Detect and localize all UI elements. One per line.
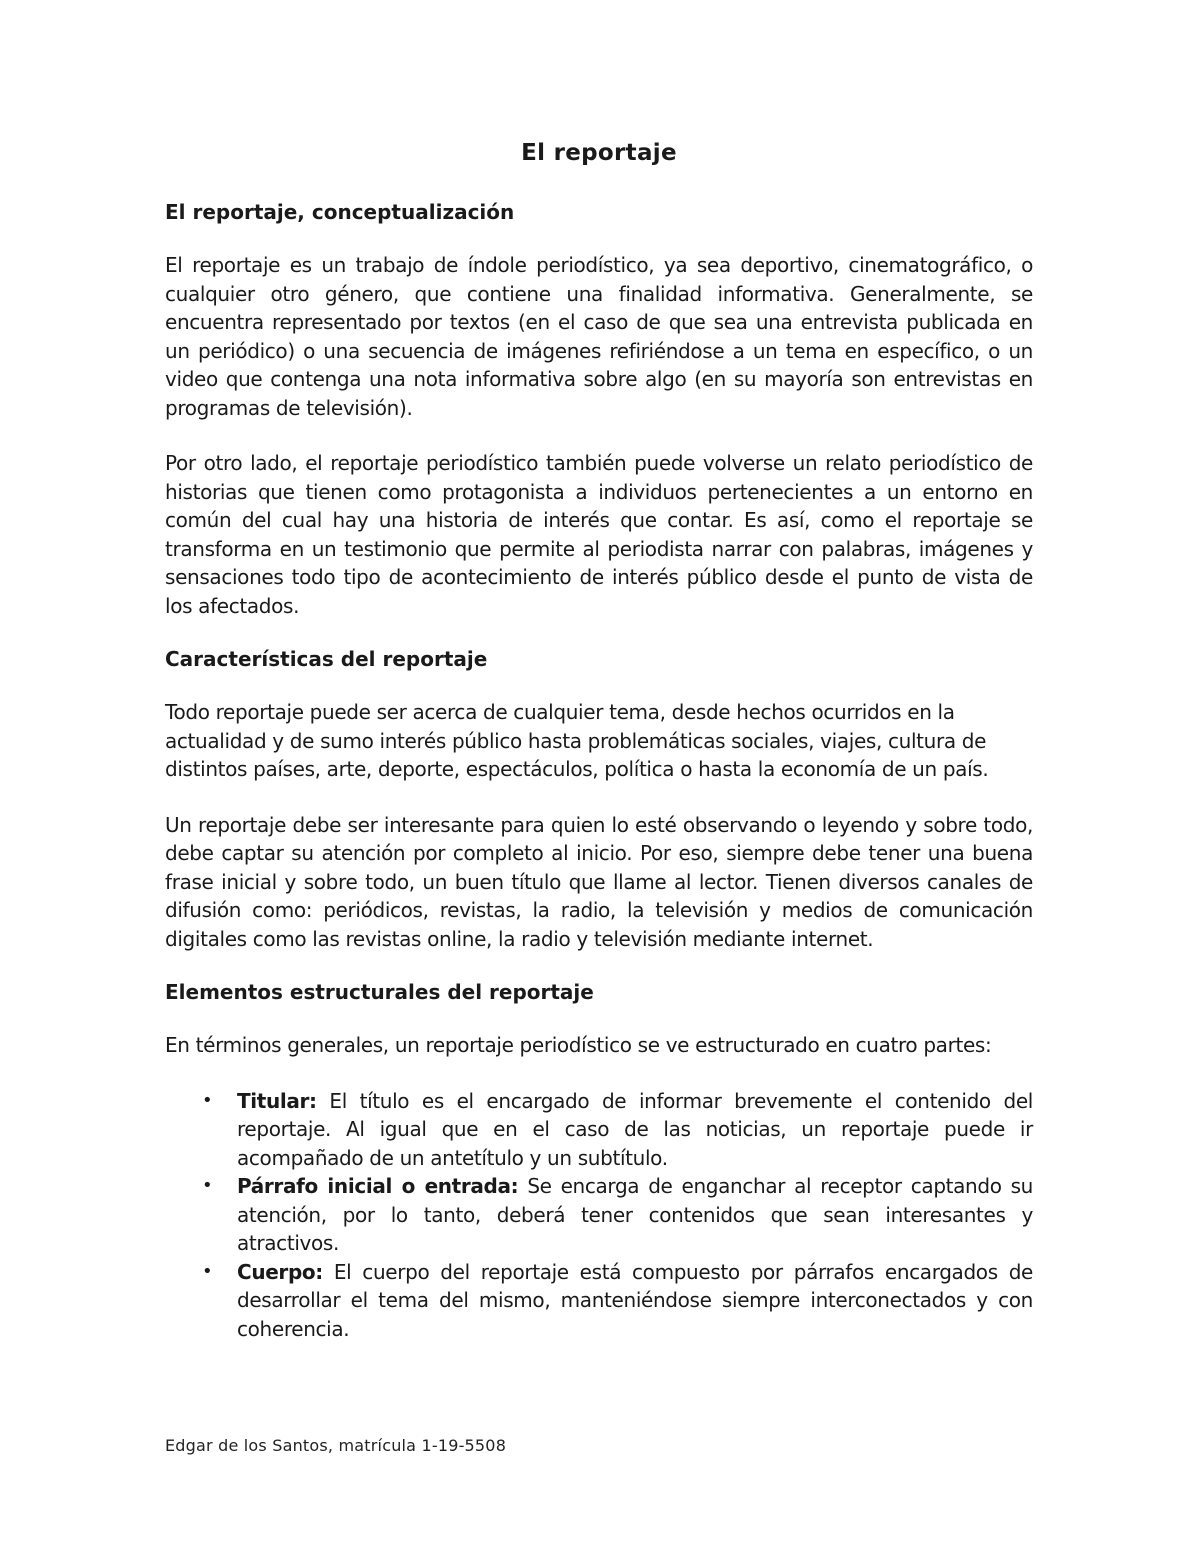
section-heading-caracteristicas: Características del reportaje — [165, 647, 488, 671]
structure-bullet-list — [165, 1087, 1033, 1344]
bullet-term: Cuerpo: — [237, 1259, 323, 1284]
bullet-text: El título es el encargado de informar brevemente el contenido del reportaje. Al igual que en el caso de las noticias, un reportaje puede ir acompañado de un antetítulo y un subtítulo. — [237, 1088, 1033, 1170]
bullet-term: Titular: — [237, 1088, 317, 1113]
list-item — [202, 1258, 1033, 1344]
section-heading-conceptualizacion: El reportaje, conceptualización — [165, 200, 515, 224]
bullet-icon: • — [202, 1260, 213, 1282]
bullet-icon: • — [202, 1089, 213, 1111]
paragraph-caracteristicas-1: Todo reportaje puede ser acerca de cualquier tema, desde hechos ocurridos en la actualidad y de sumo interés público hasta problemáticas sociales, viajes, cultura de distintos países, arte, deporte, espectáculos, política o hasta la economía de un país. — [165, 700, 989, 781]
document-title: El reportaje — [521, 140, 677, 166]
paragraph-concept-1: El reportaje es un trabajo de índole periodístico, ya sea deportivo, cinematográfico, o cualquier otro género, que contiene una finalidad informativa. Generalmente, se encuentra representado por textos (en el caso de que sea una entrevista publicada en un periódico) o una secuencia de imágenes refiriéndose a un tema en específico, o un video que contenga una nota informativa sobre algo (en su mayoría son entrevistas en programas de televisión). — [165, 253, 1033, 420]
paragraph-caracteristicas-2: Un reportaje debe ser interesante para quien lo esté observando o leyendo y sobre todo, debe captar su atención por completo al inicio. Por eso, siempre debe tener una buena frase inicial y sobre todo, un buen título que llame al lector. Tienen diversos canales de difusión como: periódicos, revistas, la radio, la televisión y medios de comunicación digitales como las revistas online, la radio y televisión mediante internet. — [165, 812, 1033, 951]
document-page — [165, 140, 1033, 1343]
bullet-icon: • — [202, 1175, 213, 1196]
bullet-term: Párrafo inicial o entrada: — [237, 1174, 519, 1198]
paragraph-concept-2: Por otro lado, el reportaje periodístico también puede volverse un relato periodístico de historias que tienen como protagonista a individuos pertenecientes a un entorno en común del cual hay una historia de interés que contar. Es así, como el reportaje se transforma en un testimonio que permite al periodista narrar con palabras, imágenes y sensaciones todo tipo de acontecimiento de interés público desde el punto de vista de los afectados. — [165, 451, 1033, 618]
list-item — [202, 1087, 1033, 1173]
section-heading-elementos: Elementos estructurales del reportaje — [165, 980, 594, 1004]
paragraph-elementos-intro: En términos generales, un reportaje periodístico se ve estructurado en cuatro partes: — [165, 1033, 992, 1057]
list-item — [202, 1172, 1034, 1258]
bullet-text: Se encarga de enganchar al receptor captando su atención, por lo tanto, deberá tener contenidos que sean interesantes y atractivos. — [237, 1174, 1034, 1255]
bullet-text: El cuerpo del reportaje está compuesto por párrafos encargados de desarrollar el tema del mismo, manteniéndose siempre interconectados y con coherencia. — [237, 1259, 1033, 1341]
page-footer: Edgar de los Santos, matrícula 1-19-5508 — [165, 1436, 507, 1455]
